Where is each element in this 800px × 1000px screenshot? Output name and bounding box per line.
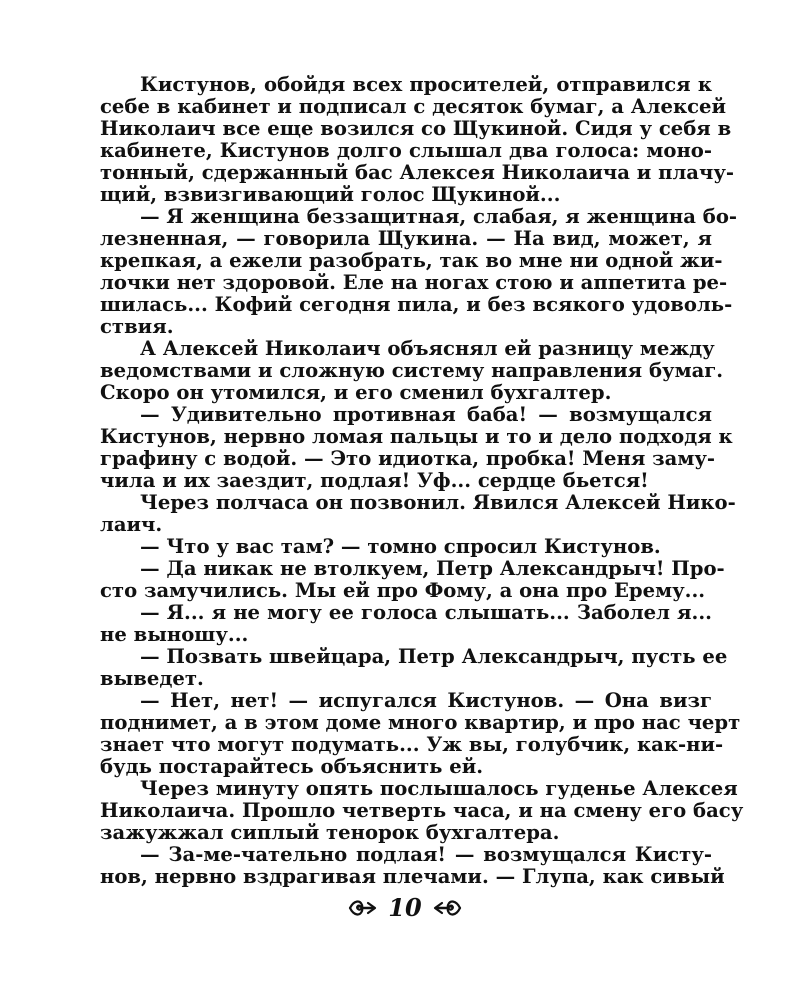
text-line: — Я... я не могу ее голоса слышать... Заболел я... [140,601,712,624]
text-line: графину с водой. — Это идиотка, пробка! Меня заму- [100,447,716,470]
text-line: не выношу... [100,623,249,646]
text-line: знает что могут подумать... Уж вы, голубчик, как-ни- [100,733,724,756]
text-line: Кистунов, нервно ломая пальцы и то и дело подходя к [100,425,733,448]
text-line: крепкая, а ежели разобрать, так во мне ни одной жи- [100,249,723,272]
fleuron-left-icon [348,896,378,920]
text-line: чила и их заездит, подлая! Уф... сердце бьется! [100,469,649,492]
text-line: — Нет, нет! — испугался Кистунов. — Она визг [140,689,712,712]
text-line: лезненная, — говорила Щукина. — На вид, может, я [100,227,712,250]
text-line: лаич. [100,513,163,536]
text-line: сто замучились. Мы ей про Фому, а она про Ерему... [100,579,706,602]
text-line: выведет. [100,667,204,690]
text-line: тонный, сдержанный бас Алексея Николаича и плачу- [100,161,735,184]
text-line: ведомствами и сложную систему направления бумаг. [100,359,724,382]
text-line: шилась... Кофий сегодня пила, и без всякого удоволь- [100,293,733,316]
text-line: зажужжал сиплый тенорок бухгалтера. [100,821,560,844]
text-line: — Позвать швейцара, Петр Александрыч, пусть ее [140,645,728,668]
text-line: будь постарайтесь объяснить ей. [100,755,484,778]
page-footer [340,893,470,923]
text-line: ствия. [100,315,174,338]
page-number: 10 [388,893,422,922]
body-text [100,73,744,888]
text-line: кабинете, Кистунов долго слышал два голоса: моно- [100,139,712,162]
text-line: щий, взвизгивающий голос Щукиной... [100,183,561,206]
text-line: Через полчаса он позвонил. Явился Алексей Нико- [140,491,736,514]
text-line: Через минуту опять послышалось гуденье Алексея [140,777,738,800]
text-line: Николаича. Прошло четверть часа, и на смену его басу [100,799,744,822]
text-line: А Алексей Николаич объяснял ей разницу между [140,337,715,360]
text-line: Кистунов, обойдя всех просителей, отправился к [140,73,712,96]
text-line: себе в кабинет и подписал с десяток бумаг, а Алексей [100,95,727,118]
text-line: нов, нервно вздрагивая плечами. — Глупа, как сивый [100,865,725,888]
text-line: — За-ме-чательно подлая! — возмущался Кисту- [140,843,712,866]
text-line: — Я женщина беззащитная, слабая, я женщина бо- [140,205,738,228]
text-line: Николаич все еще возился со Щукиной. Сидя у себя в [100,117,732,140]
text-line: — Да никак не втолкуем, Петр Александрыч! Про- [140,557,725,580]
text-line: поднимет, а в этом доме много квартир, и про нас черт [100,711,741,734]
text-line: — Что у вас там? — томно спросил Кистунов. [140,535,661,558]
fleuron-right-icon [432,896,462,920]
text-line: — Удивительно противная баба! — возмущался [140,403,712,426]
text-line: Скоро он утомился, и его сменил бухгалтер. [100,381,612,404]
text-line: лочки нет здоровой. Еле на ногах стою и аппетита ре- [100,271,728,294]
